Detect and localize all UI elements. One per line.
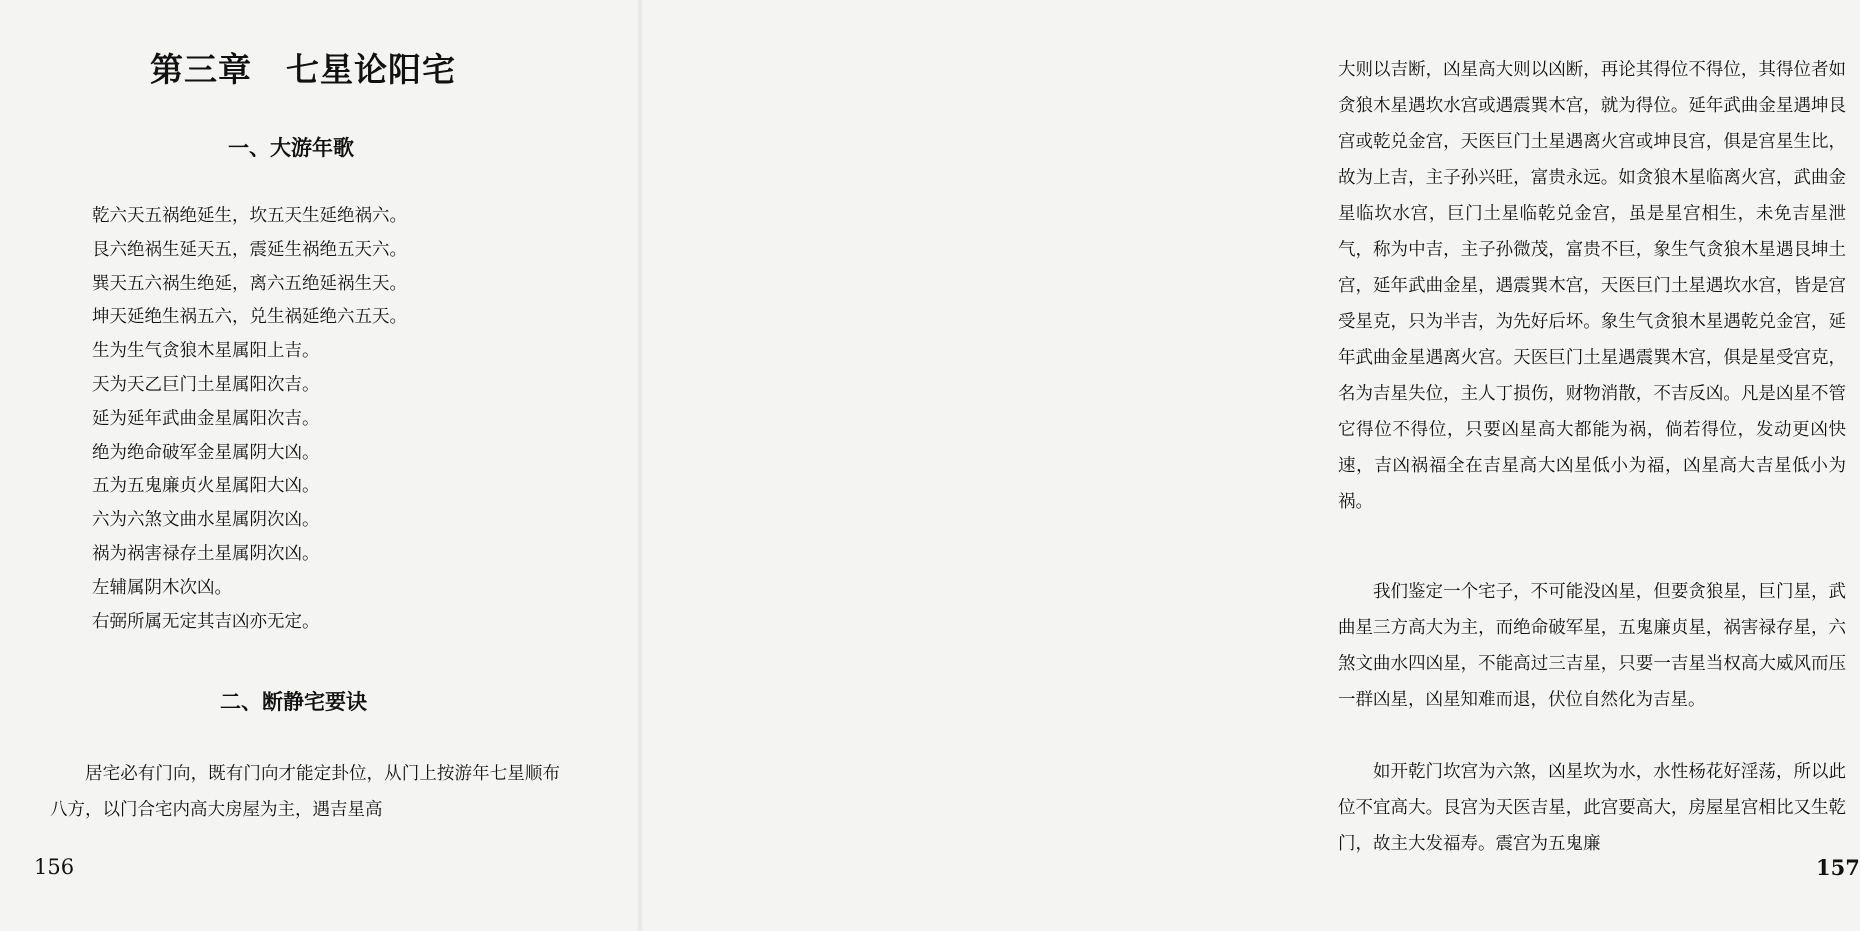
body-paragraph: 大则以吉断，凶星高大则以凶断，再论其得位不得位，其得位者如贪狼木星遇坎水宫或遇震巽木宫，就为得位。延年武曲金星遇坤艮宫或乾兑金宫，天医巨门土星遇离火宫或坤艮宫，俱是宫星生比，故为上吉，主子孙兴旺，富贵永远。如贪狼木星临离火宫，武曲金星临坎水宫，巨门土星临乾兑金宫，虽是星宫相生，未免吉星泄气，称为中吉，主子孙微茂，富贵不巨，象生气贪狼木星遇艮坤土宫，延年武曲金星，遇震巽木宫，天医巨门土星遇坎水宫，皆是宫受星克，只为半吉，为先好后坏。象生气贪狼木星遇乾兑金宫，延年武曲金星遇离火宫。天医巨门土星遇震巽木宫，俱是星受宫克，名为吉星失位，主人丁损伤，财物消散，不吉反凶。凡是凶星不管它得位不得位，只要凶星高大都能为祸，倘若得位，发动更凶快速，吉凶祸福全在吉星高大凶星低小为福，凶星高大吉星低小为祸。 [1338,60,1846,512]
verse-line: 祸为祸害禄存土星属阴次凶。 [92,543,320,564]
verse-line: 五为五鬼廉贞火星属阳大凶。 [92,476,320,497]
left-page [0,0,640,931]
verse-line: 左辅属阴木次凶。 [92,577,232,598]
verse-line: 生为生气贪狼木星属阳上吉。 [92,341,320,362]
verse-line: 右弼所属无定其吉凶亦无定。 [92,611,320,632]
verse-line: 六为六煞文曲水星属阴次凶。 [92,510,320,531]
page-number: 157 [1816,855,1860,880]
verse-list [92,200,407,639]
chapter-title: 第三章 七星论阳宅 [150,50,456,89]
verse-line: 乾六天五祸绝延生，坎五天生延绝祸六。 [92,206,407,226]
right-page [640,0,1860,931]
verse-line: 艮六绝祸生延天五，震延生祸绝五天六。 [92,239,407,260]
verse-line: 延为延年武曲金星属阳次吉。 [92,408,320,429]
body-paragraph: 我们鉴定一个宅子，不可能没凶星，但要贪狼星，巨门星，武曲星三方高大为主，而绝命破军星，五鬼廉贞星，祸害禄存星，六煞文曲水四凶星，不能高过三吉星，只要一吉星当权高大威风而压一群凶星，凶星知难而退，伏位自然化为吉星。 [1338,582,1846,710]
verse-line: 坤天延绝生祸五六，兑生祸延绝六五天。 [92,307,407,328]
body-paragraph: 居宅必有门向，既有门向才能定卦位，从门上按游年七星顺布八方，以门合宅内高大房屋为主，遇吉星高 [50,764,560,820]
body-paragraph: 如开乾门坎宫为六煞，凶星坎为水，水性杨花好淫荡，所以此位不宜高大。艮宫为天医吉星，此宫要高大，房屋星宫相比又生乾门，故主大发福寿。震宫为五鬼廉 [1338,762,1846,854]
verse-line: 巽天五六祸生绝延，离六五绝延祸生天。 [92,273,407,294]
page-number: 156 [34,855,75,879]
verse-line: 天为天乙巨门土星属阳次吉。 [92,374,320,395]
verse-line: 绝为绝命破军金星属阴大凶。 [92,442,320,463]
section-title-great-travel-song: 一、大游年歌 [228,135,354,160]
section-title-static-house-rules: 二、断静宅要诀 [220,689,367,714]
